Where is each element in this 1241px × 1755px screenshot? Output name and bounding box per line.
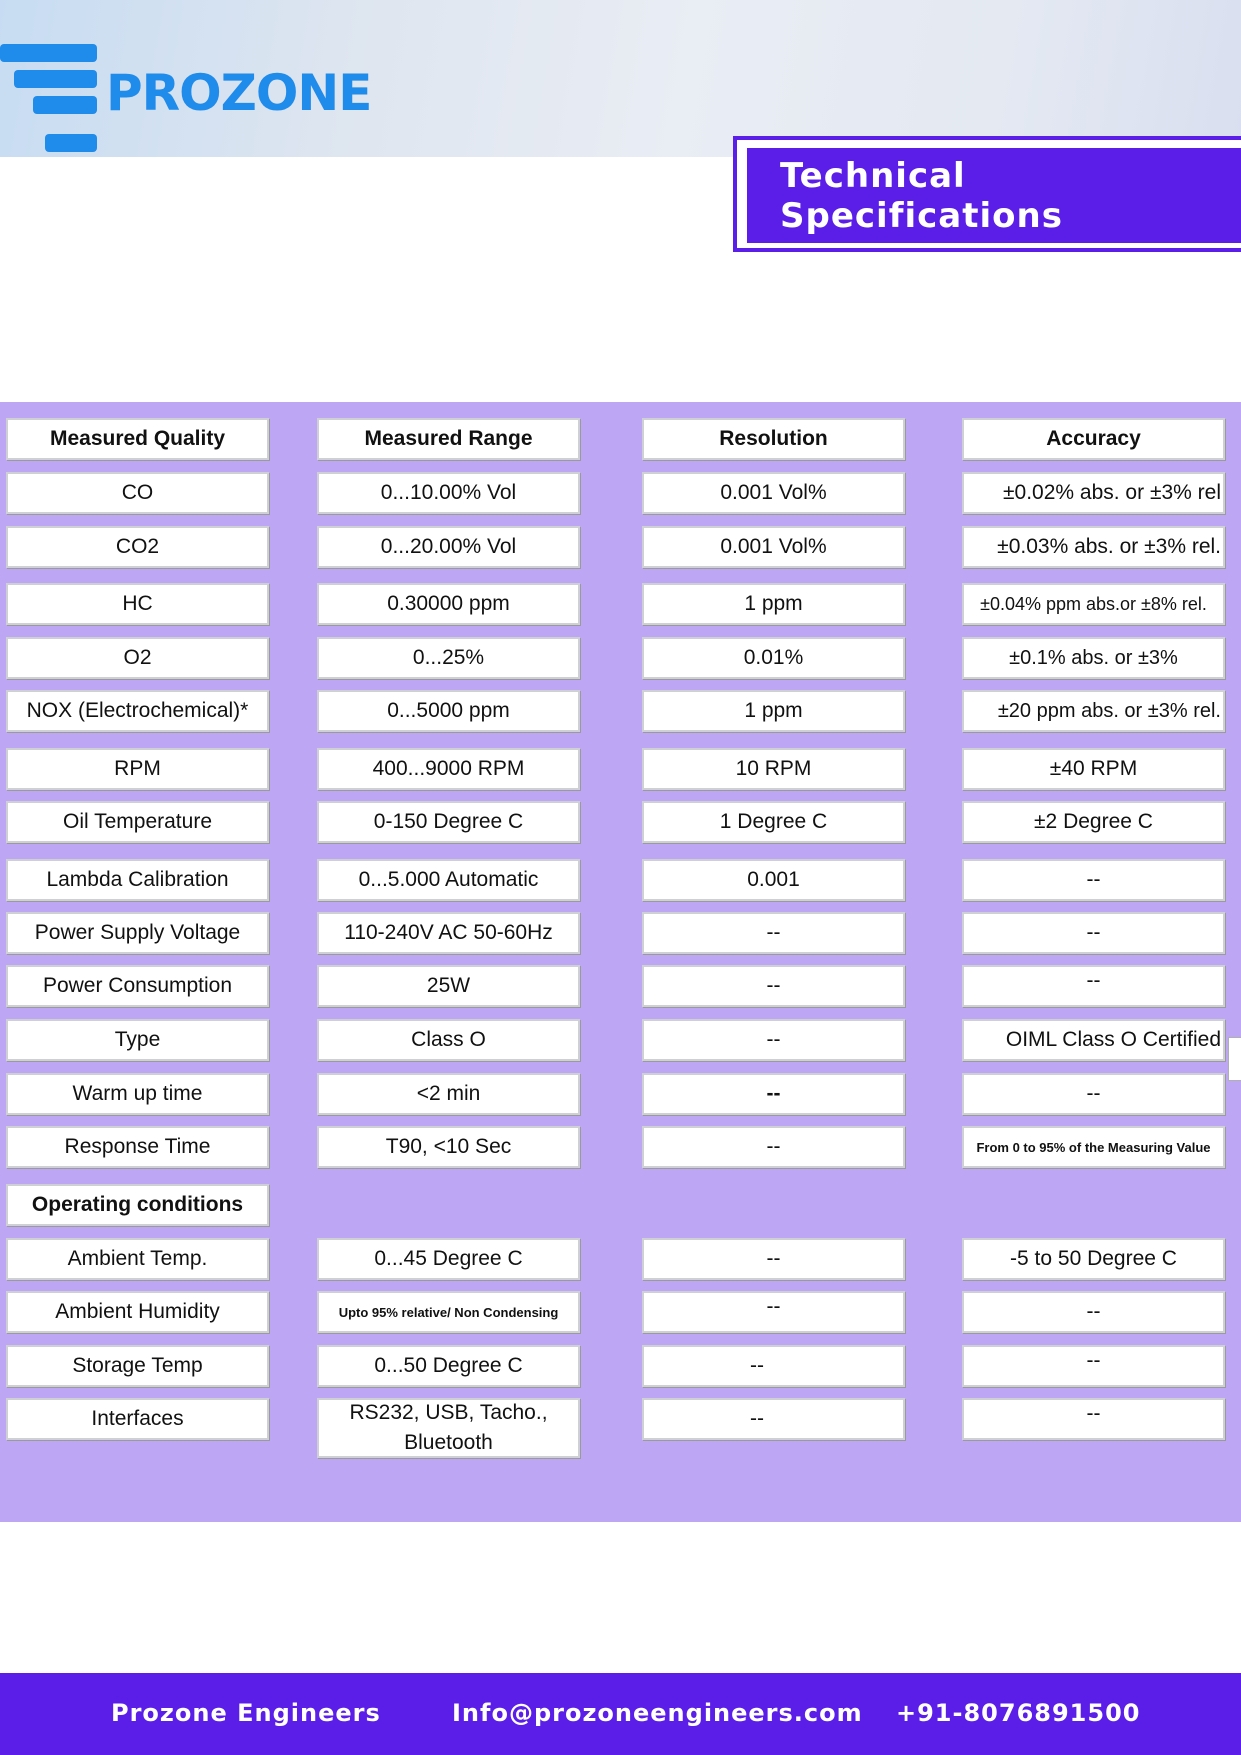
operating-conditions-heading: Operating conditions [6,1184,269,1226]
footer-phone-link[interactable]: +91-8076891500 [896,1699,1141,1727]
logo-bar [0,44,97,62]
brand-logo [0,44,400,156]
table-cell-quality: Response Time [6,1126,269,1168]
table-cell-resolution: 1 ppm [642,583,905,625]
table-cell-resolution: -- [642,1126,905,1168]
table-cell-quality: RPM [6,748,269,790]
table-cell-range: 0...25% [317,637,580,679]
table-cell-quality: Ambient Temp. [6,1238,269,1280]
table-cell-quality: HC [6,583,269,625]
table-cell-accuracy: OIML Class O Certified [962,1019,1225,1061]
table-cell-quality: Power Supply Voltage [6,912,269,954]
table-cell-quality: Lambda Calibration [6,859,269,901]
table-cell-accuracy: ±40 RPM [962,748,1225,790]
table-cell-quality: Storage Temp [6,1345,269,1387]
footer-company: Prozone Engineers [111,1699,381,1727]
table-cell-resolution: 0.001 Vol% [642,472,905,514]
brand-name: PROZONE [106,64,372,122]
table-cell-quality: NOX (Electrochemical)* [6,690,269,732]
table-cell-accuracy: ±2 Degree C [962,801,1225,843]
table-cell-range: 0...45 Degree C [317,1238,580,1280]
page-edge-tab [1228,1037,1241,1081]
table-cell-accuracy: -5 to 50 Degree C [962,1238,1225,1280]
table-cell-range: 0...50 Degree C [317,1345,580,1387]
header-accuracy: Accuracy [962,418,1225,460]
page-title: Technical Specifications [780,155,1063,236]
table-cell-range: 0...5000 ppm [317,690,580,732]
table-cell-quality: O2 [6,637,269,679]
table-cell-range: 0...20.00% Vol [317,526,580,568]
table-cell-accuracy: ±0.03% abs. or ±3% rel. [962,526,1225,568]
table-cell-accuracy: -- [962,1073,1225,1115]
table-cell-range: 0...10.00% Vol [317,472,580,514]
table-cell-accuracy: -- [962,1345,1225,1387]
table-cell-accuracy: ±0.1% abs. or ±3% [962,637,1225,679]
table-cell-resolution: 1 ppm [642,690,905,732]
table-cell-resolution: -- [642,1238,905,1280]
table-cell-range: 400...9000 RPM [317,748,580,790]
table-cell-quality: CO2 [6,526,269,568]
table-cell-resolution: 10 RPM [642,748,905,790]
table-cell-quality: Interfaces [6,1398,269,1440]
table-cell-range: <2 min [317,1073,580,1115]
table-cell-accuracy: ±20 ppm abs. or ±3% rel. [962,690,1225,732]
logo-bar [45,134,97,152]
page-title-box [747,148,1241,243]
table-cell-quality: CO [6,472,269,514]
table-cell-range: Upto 95% relative/ Non Condensing [317,1291,580,1333]
table-cell-accuracy: -- [962,859,1225,901]
table-cell-range: 0-150 Degree C [317,801,580,843]
table-cell-resolution: 1 Degree C [642,801,905,843]
table-cell-range: RS232, USB, Tacho., Bluetooth [317,1398,580,1458]
table-cell-range: 0...5.000 Automatic [317,859,580,901]
table-cell-range: 0.30000 ppm [317,583,580,625]
table-cell-resolution: 0.001 Vol% [642,526,905,568]
table-cell-range: 25W [317,965,580,1007]
table-cell-quality: Type [6,1019,269,1061]
footer-email-link[interactable]: Info@prozoneengineers.com [452,1699,863,1727]
table-cell-resolution: -- [642,1019,905,1061]
table-cell-accuracy: From 0 to 95% of the Measuring Value [962,1126,1225,1168]
footer-bar [0,1673,1241,1755]
header-resolution: Resolution [642,418,905,460]
logo-bar [14,70,97,88]
table-cell-quality: Warm up time [6,1073,269,1115]
table-cell-resolution: -- [642,1073,905,1115]
table-cell-resolution: -- [642,965,905,1007]
table-cell-range: T90, <10 Sec [317,1126,580,1168]
table-cell-resolution: -- [642,1345,905,1387]
table-cell-resolution: -- [642,912,905,954]
table-cell-range: Class O [317,1019,580,1061]
table-cell-quality: Ambient Humidity [6,1291,269,1333]
table-cell-accuracy: -- [962,1398,1225,1440]
table-cell-resolution: -- [642,1291,905,1333]
header-measured-quality: Measured Quality [6,418,269,460]
table-cell-accuracy: ±0.02% abs. or ±3% rel [962,472,1225,514]
table-cell-quality: Power Consumption [6,965,269,1007]
table-cell-resolution: 0.001 [642,859,905,901]
table-cell-accuracy: -- [962,1291,1225,1333]
table-cell-quality: Oil Temperature [6,801,269,843]
header-measured-range: Measured Range [317,418,580,460]
table-cell-resolution: 0.01% [642,637,905,679]
logo-bar [33,96,97,114]
table-cell-accuracy: -- [962,965,1225,1007]
table-cell-accuracy: ±0.04% ppm abs.or ±8% rel. [962,583,1225,625]
table-cell-range: 110-240V AC 50-60Hz [317,912,580,954]
table-cell-accuracy: -- [962,912,1225,954]
table-cell-resolution: -- [642,1398,905,1440]
